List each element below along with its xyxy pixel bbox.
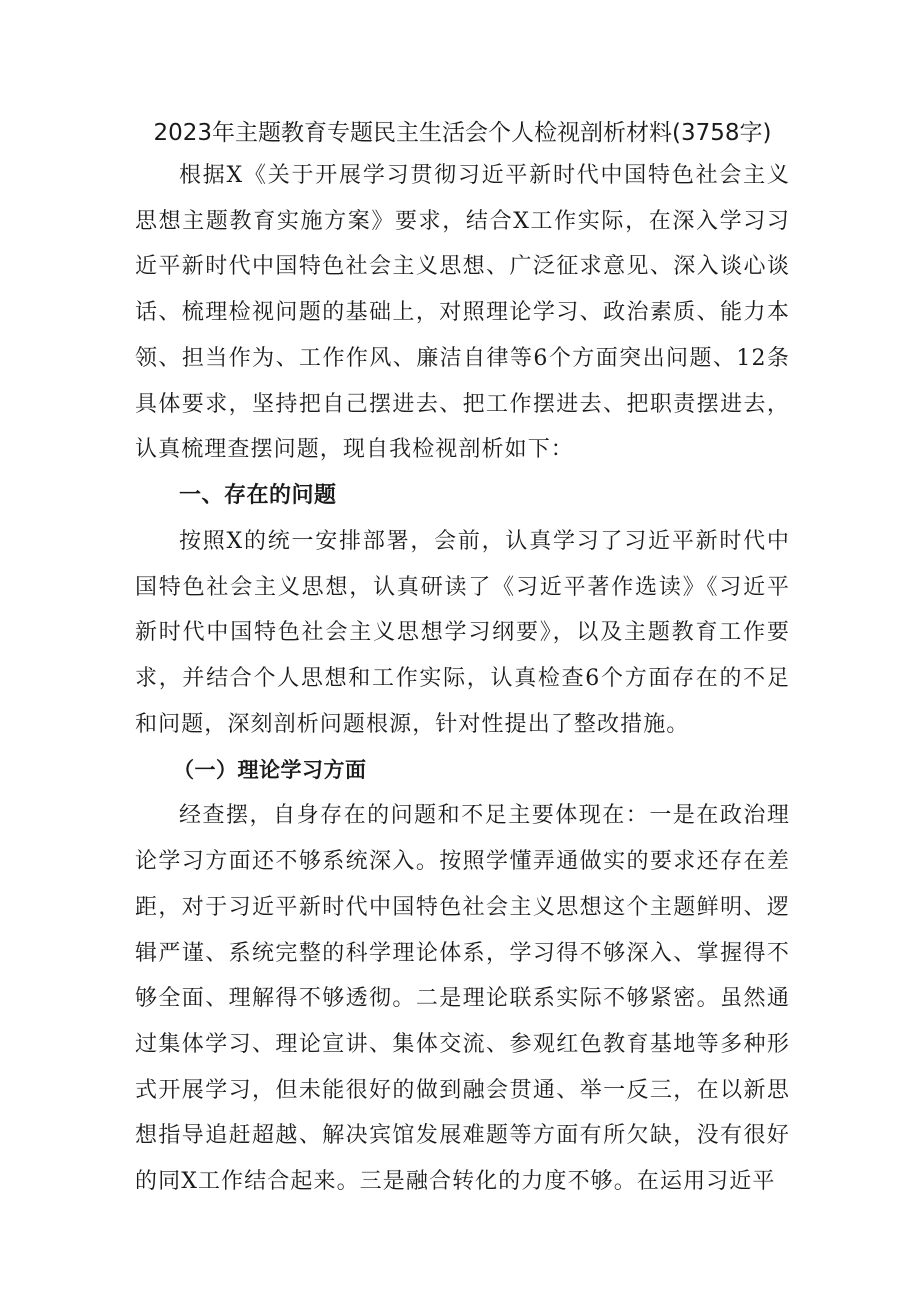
subsection-paragraph: 经查摆，自身存在的问题和不足主要体现在：一是在政治理论学习方面还不够系统深入。按照学懂弄通做实的要求还存在差距，对于习近平新时代中国特色社会主义思想这个主题鲜明、逻辑严谨、系统完整的科学理论体系，学习得不够深入、掌握得不够全面、理解得不够透彻。二是理论联系实际不够紧密。虽然通过集体学习、理论宣讲、集体交流、参观红色教育基地等多种形式开展学习，但未能很好的做到融会贯通、举一反三，在以新思想指导追赶超越、解决宾馆发展难题等方面有所欠缺，没有很好的同X工作结合起来。三是融合转化的力度不够。在运用习近平 [135, 803, 790, 1195]
document-body [135, 113, 790, 1205]
section-heading-problems: 一、存在的问题 [179, 482, 337, 508]
section-paragraph: 按照X的统一安排部署，会前，认真学习了习近平新时代中国特色社会主义思想，认真研读了《习近平著作选读》《习近平新时代中国特色社会主义思想学习纲要》，以及主题教育工作要求，并结合个人思想和工作实际，认真检查6个方面存在的不足和问题，深刻剖析问题根源，针对性提出了整改措施。 [135, 528, 790, 737]
document-title: 2023年主题教育专题民主生活会个人检视剖析材料(3758字) [153, 120, 772, 146]
subsection-heading-theory-study: （一）理论学习方面 [173, 757, 367, 783]
intro-paragraph: 根据X《关于开展学习贯彻习近平新时代中国特色社会主义思想主题教育实施方案》要求，结合X工作实际，在深入学习习近平新时代中国特色社会主义思想、广泛征求意见、深入谈心谈话、梳理检视问题的基础上，对照理论学习、政治素质、能力本领、担当作为、工作作风、廉洁自律等6个方面突出问题、12条具体要求，坚持把自己摆进去、把工作摆进去、把职责摆进去，认真梳理查摆问题，现自我检视剖析如下： [135, 163, 790, 463]
